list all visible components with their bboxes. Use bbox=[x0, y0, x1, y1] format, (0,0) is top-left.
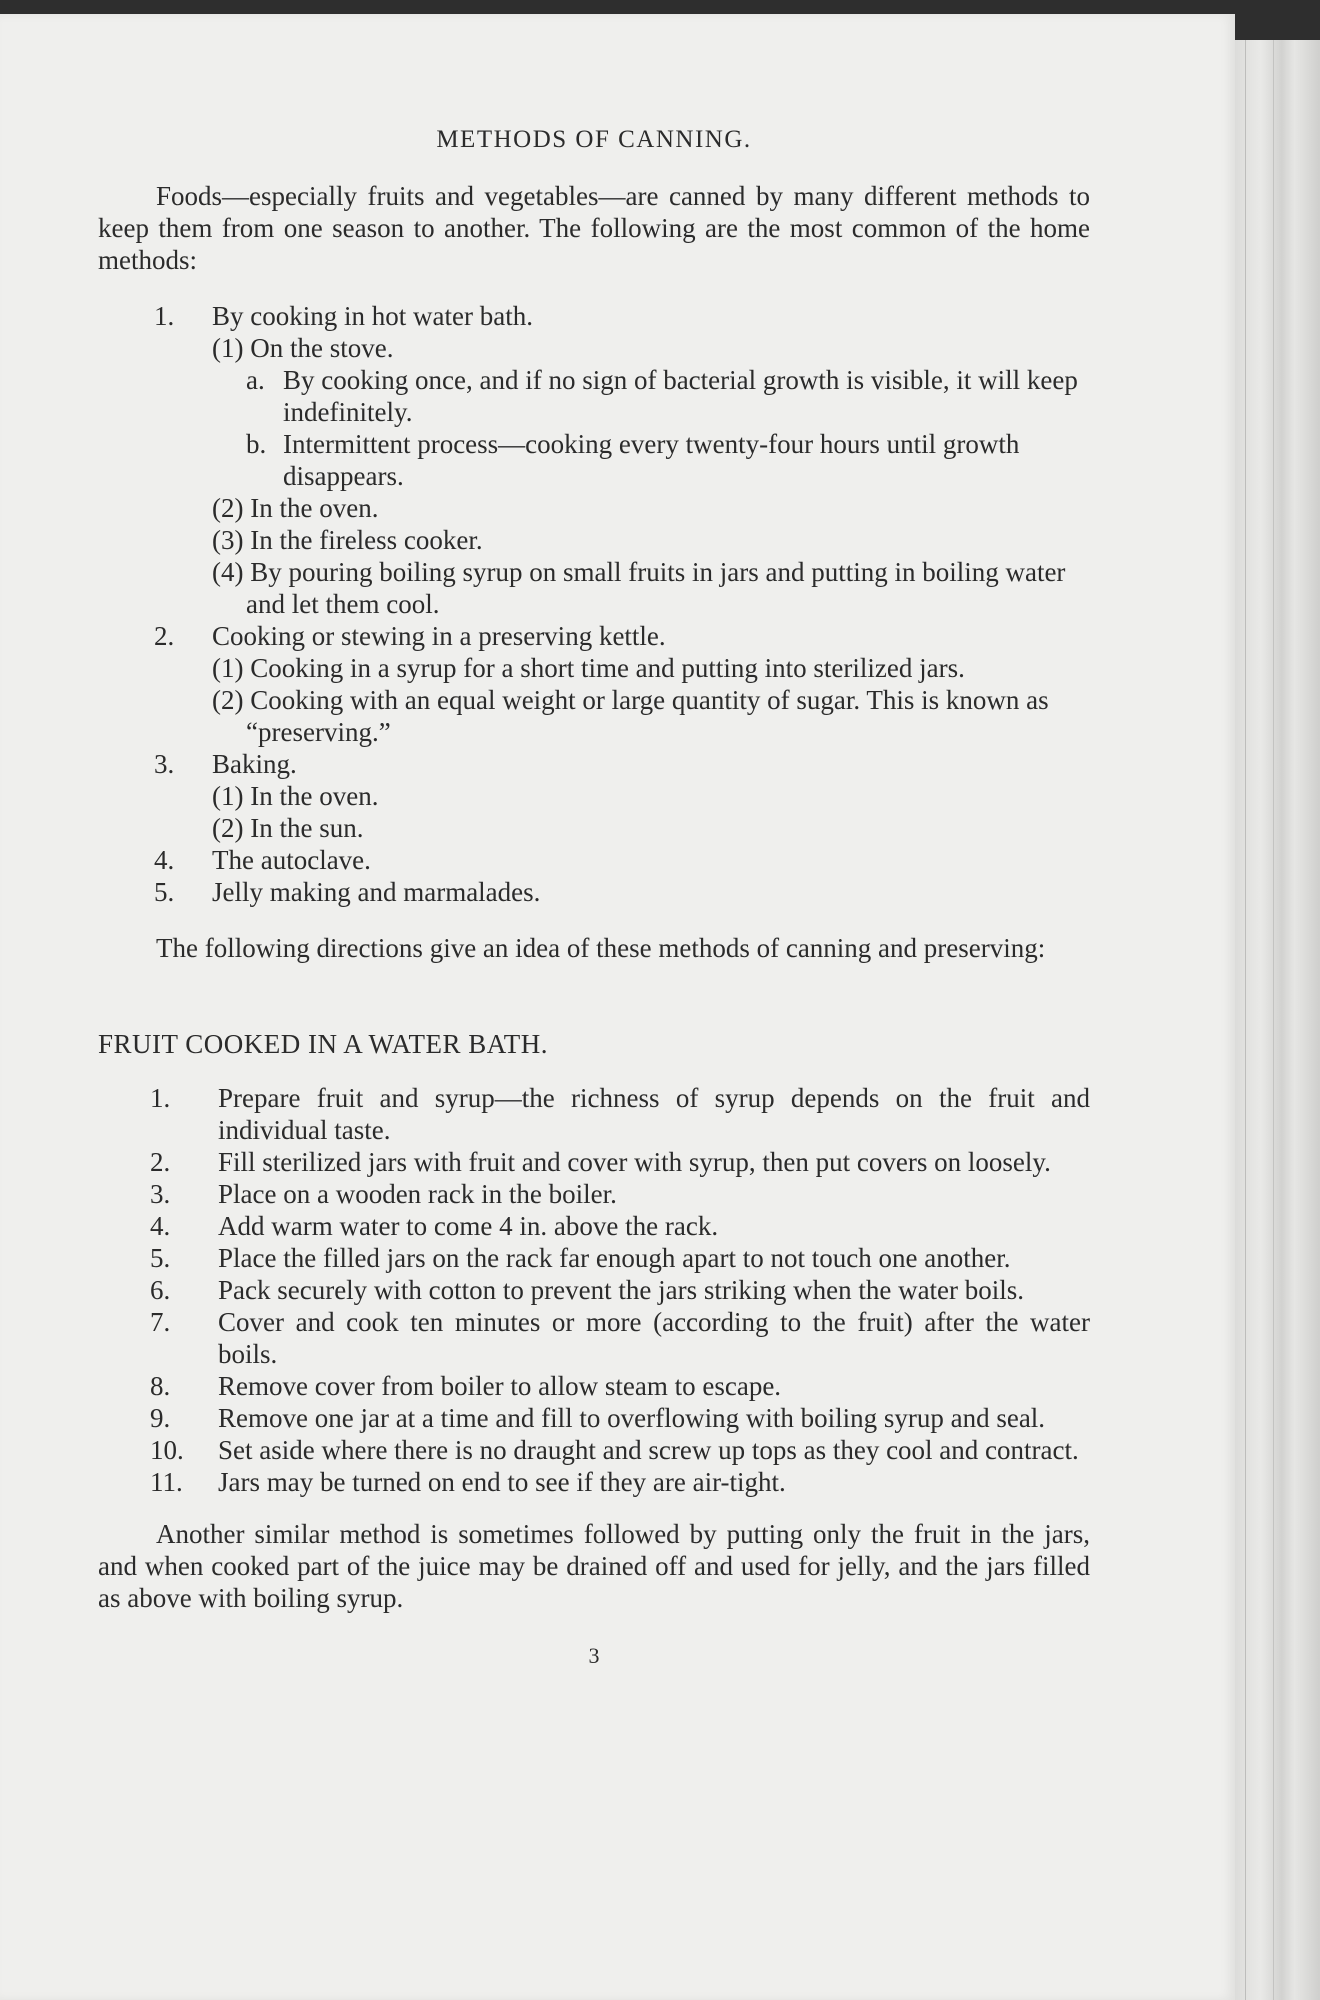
method-item bbox=[98, 300, 1090, 332]
subitem-text: In the sun. bbox=[250, 813, 364, 843]
method-text: The autoclave. bbox=[212, 845, 371, 875]
method-subitem bbox=[98, 652, 1090, 684]
list-item bbox=[98, 1178, 1090, 1210]
list-item bbox=[98, 1306, 1090, 1370]
subsubitem-letter: a. bbox=[246, 365, 265, 395]
subitem-number: (4) bbox=[212, 557, 244, 587]
method-subitem bbox=[98, 332, 1090, 364]
list-item bbox=[98, 1434, 1090, 1466]
method-item bbox=[98, 620, 1090, 652]
method-item bbox=[98, 876, 1090, 908]
method-number: 1. bbox=[154, 301, 175, 331]
method-subitem bbox=[98, 812, 1090, 844]
method-number: 3. bbox=[154, 749, 175, 779]
method-text: Baking. bbox=[212, 749, 297, 779]
step-number: 7. bbox=[150, 1307, 171, 1337]
method-text: By cooking in hot water bath. bbox=[212, 301, 533, 331]
step-text: Prepare fruit and syrup—the richness of syrup depends on the fruit and individual taste. bbox=[218, 1083, 1090, 1145]
subsubitem-text: By cooking once, and if no sign of bacterial growth is visible, it will keep indefinitely. bbox=[283, 365, 1078, 427]
subsubitem-text: Intermittent process—cooking every twenty-four hours until growth disappears. bbox=[283, 429, 1020, 491]
step-text: Set aside where there is no draught and screw up tops as they cool and contract. bbox=[218, 1435, 1079, 1465]
subitem-number: (1) bbox=[212, 653, 244, 683]
method-item bbox=[98, 844, 1090, 876]
subitem-text: On the stove. bbox=[250, 333, 394, 363]
list-item bbox=[98, 1466, 1090, 1498]
page-edge bbox=[1235, 40, 1320, 2000]
step-text: Remove cover from boiler to allow steam to escape. bbox=[218, 1371, 782, 1401]
subitem-text: In the fireless cooker. bbox=[250, 525, 483, 555]
method-subitem bbox=[98, 556, 1090, 620]
list-item bbox=[98, 1210, 1090, 1242]
step-text: Jars may be turned on end to see if they are air-tight. bbox=[218, 1467, 786, 1497]
list-item bbox=[98, 1146, 1090, 1178]
closing-paragraph: Another similar method is sometimes followed by putting only the fruit in the jars, and when cooked part of the juice may be drained off and used for jelly, and the jars filled as above with boiling syrup. bbox=[98, 1519, 1090, 1613]
methods-outline bbox=[98, 300, 1090, 908]
list-item bbox=[98, 1082, 1090, 1146]
step-text: Cover and cook ten minutes or more (according to the fruit) after the water boils. bbox=[218, 1307, 1090, 1369]
method-subitem bbox=[98, 684, 1090, 748]
method-subitem bbox=[98, 524, 1090, 556]
step-text: Remove one jar at a time and fill to overflowing with boiling syrup and seal. bbox=[218, 1403, 1046, 1433]
transition-paragraph: The following directions give an idea of these methods of canning and preserving: bbox=[156, 933, 1046, 963]
subitem-text: In the oven. bbox=[250, 781, 379, 811]
step-number: 6. bbox=[150, 1275, 171, 1305]
method-number: 2. bbox=[154, 621, 175, 651]
subitem-text: By pouring boiling syrup on small fruits in jars and putting in boiling water and let them cool. bbox=[246, 557, 1066, 619]
step-text: Add warm water to come 4 in. above the rack. bbox=[218, 1211, 719, 1241]
page-number: 3 bbox=[588, 1643, 600, 1668]
list-item bbox=[98, 1274, 1090, 1306]
step-number: 1. bbox=[150, 1083, 171, 1113]
method-subitem bbox=[98, 780, 1090, 812]
step-number: 4. bbox=[150, 1211, 171, 1241]
subsubitem-letter: b. bbox=[246, 429, 267, 459]
list-item bbox=[98, 1370, 1090, 1402]
steps-list bbox=[98, 1082, 1090, 1498]
section-heading: FRUIT COOKED IN A WATER BATH. bbox=[98, 1029, 549, 1059]
step-number: 11. bbox=[150, 1467, 183, 1497]
step-number: 2. bbox=[150, 1147, 171, 1177]
method-text: Jelly making and marmalades. bbox=[212, 877, 541, 907]
subitem-number: (3) bbox=[212, 525, 244, 555]
page-content bbox=[98, 108, 1090, 1672]
page-title: METHODS OF CANNING. bbox=[436, 126, 752, 153]
subitem-text: In the oven. bbox=[250, 493, 379, 523]
step-number: 3. bbox=[150, 1179, 171, 1209]
subitem-number: (2) bbox=[212, 493, 244, 523]
method-subsubitem bbox=[98, 428, 1090, 492]
step-number: 8. bbox=[150, 1371, 171, 1401]
method-number: 5. bbox=[154, 877, 175, 907]
subitem-number: (2) bbox=[212, 813, 244, 843]
subitem-number: (1) bbox=[212, 333, 244, 363]
step-text: Fill sterilized jars with fruit and cover with syrup, then put covers on loosely. bbox=[218, 1147, 1051, 1177]
list-item bbox=[98, 1402, 1090, 1434]
subitem-number: (1) bbox=[212, 781, 244, 811]
step-text: Place the filled jars on the rack far enough apart to not touch one another. bbox=[218, 1243, 1011, 1273]
method-item bbox=[98, 748, 1090, 780]
step-number: 5. bbox=[150, 1243, 171, 1273]
method-subsubitem bbox=[98, 364, 1090, 428]
step-text: Place on a wooden rack in the boiler. bbox=[218, 1179, 617, 1209]
step-text: Pack securely with cotton to prevent the jars striking when the water boils. bbox=[218, 1275, 1025, 1305]
subitem-text: Cooking in a syrup for a short time and putting into sterilized jars. bbox=[250, 653, 965, 683]
method-subitem bbox=[98, 492, 1090, 524]
intro-paragraph: Foods—especially fruits and vegetables—are canned by many different methods to keep them from one season to another. The following are the most common of the home methods: bbox=[98, 181, 1090, 275]
method-text: Cooking or stewing in a preserving kettle. bbox=[212, 621, 666, 651]
step-number: 9. bbox=[150, 1403, 171, 1433]
method-number: 4. bbox=[154, 845, 175, 875]
list-item bbox=[98, 1242, 1090, 1274]
step-number: 10. bbox=[150, 1435, 184, 1465]
subitem-text: Cooking with an equal weight or large quantity of sugar. This is known as “preserving.” bbox=[246, 685, 1049, 747]
subitem-number: (2) bbox=[212, 685, 244, 715]
